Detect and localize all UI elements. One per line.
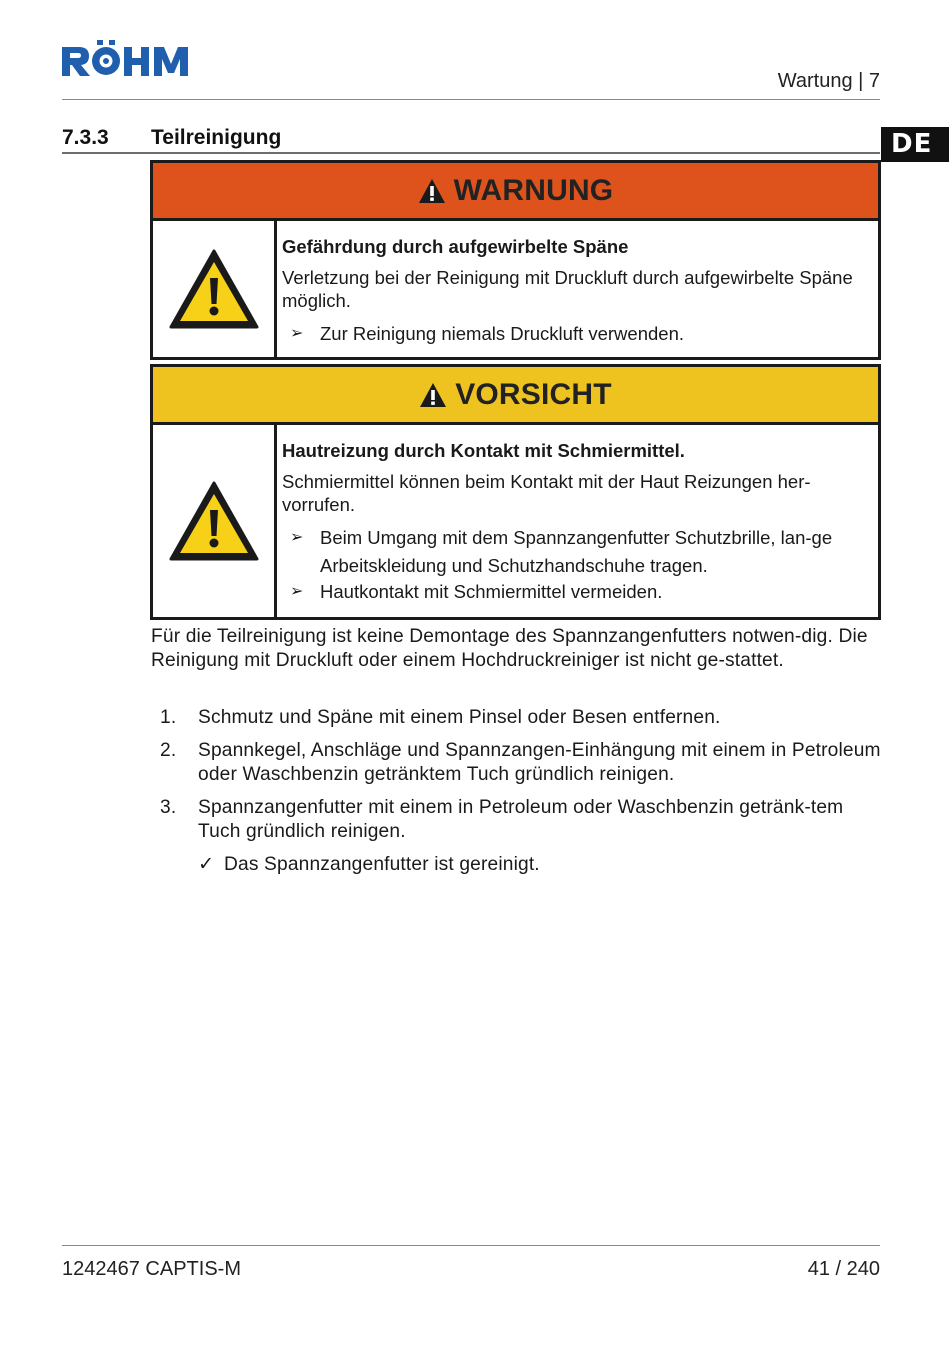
warning-header (153, 163, 878, 221)
intro-paragraph: Für die Teilreinigung ist keine Demontage des Spannzangenfutters notwen-dig. Die Reinigung mit Druckluft oder einem Hochdruckreiniger ist nicht ge-stattet. (151, 626, 868, 671)
caution-triangle-icon (419, 382, 447, 408)
warning-measure (282, 320, 868, 348)
warning-triangle-icon (418, 178, 446, 204)
step-text: Schmutz und Späne mit einem Pinsel oder Besen entfernen. (198, 707, 721, 728)
section-divider (62, 152, 880, 154)
procedure-step (151, 796, 881, 844)
header-divider (62, 99, 880, 100)
caution-measure-text: Beim Umgang mit dem Spannzangenfutter Schutzbrille, lan-ge Arbeitskleidung und Schutzhandschuhe tragen. (320, 527, 833, 576)
step-number: 2. (160, 740, 177, 761)
rohm-logo (62, 40, 190, 78)
arrow-bullet-icon: ➢ (290, 529, 304, 546)
warning-sign-icon (168, 248, 260, 330)
footer-divider (62, 1245, 880, 1246)
language-tab: DE (881, 127, 949, 162)
caution-icon-cell (153, 425, 277, 617)
warning-icon-cell (153, 221, 277, 357)
step-text: Spannkegel, Anschläge und Spannzangen-Einhängung mit einem in Petroleum oder Waschbenzin getränktem Tuch gründlich reinigen. (198, 740, 881, 785)
arrow-bullet-icon: ➢ (290, 583, 304, 600)
checkmark-icon: ✓ (198, 854, 215, 875)
section-number: 7.3.3 (62, 126, 109, 149)
procedure-step (151, 739, 881, 787)
step-number: 3. (160, 797, 177, 818)
footer-page-number: 41 / 240 (807, 1258, 880, 1280)
caution-description: Schmiermittel können beim Kontakt mit der Haut Reizungen her-vorrufen. (282, 471, 811, 515)
warning-box (150, 160, 881, 360)
warning-title: Gefährdung durch aufgewirbelte Späne (282, 236, 629, 257)
section-title: Teilreinigung (151, 126, 282, 149)
step-text: Spannzangenfutter mit einem in Petroleum oder Waschbenzin getränk-tem Tuch gründlich reinigen. (198, 797, 844, 842)
arrow-bullet-icon: ➢ (290, 325, 304, 342)
caution-header (153, 367, 878, 425)
warning-signal-word: WARNUNG (453, 173, 614, 207)
caution-box (150, 364, 881, 620)
caution-measure (282, 524, 868, 580)
warning-description: Verletzung bei der Reinigung mit Druckluft durch aufgewirbelte Späne möglich. (282, 267, 853, 311)
warning-measure-text: Zur Reinigung niemals Druckluft verwenden. (320, 323, 685, 344)
result-text: Das Spannzangenfutter ist gereinigt. (224, 854, 540, 875)
footer-doc-id: 1242467 CAPTIS-M (62, 1258, 241, 1280)
header-section-ref: Wartung | 7 (777, 70, 880, 92)
procedure-result (151, 853, 881, 877)
procedure-step (151, 706, 881, 730)
procedure-steps (151, 706, 881, 877)
caution-title: Hautreizung durch Kontakt mit Schmiermittel. (282, 440, 685, 461)
step-number: 1. (160, 707, 177, 728)
caution-measure (282, 580, 868, 604)
caution-measure-text: Hautkontakt mit Schmiermittel vermeiden. (320, 581, 663, 602)
caution-signal-word: VORSICHT (455, 377, 612, 411)
warning-sign-icon (168, 480, 260, 562)
